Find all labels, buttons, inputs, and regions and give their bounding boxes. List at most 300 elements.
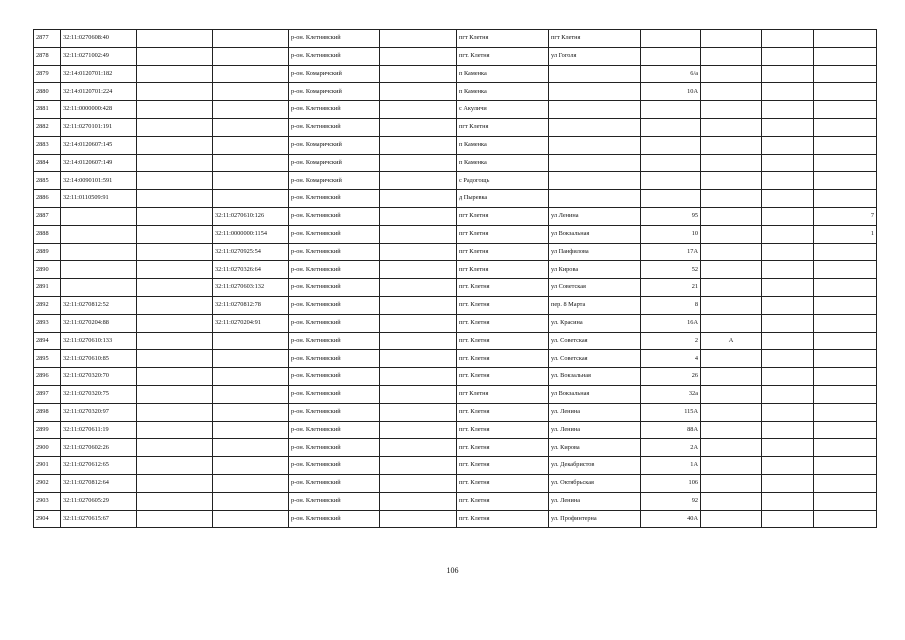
building-letter-cell <box>701 83 762 101</box>
cadastral-number-cell: 32:14:0090101:591 <box>61 172 137 190</box>
row-number-cell: 2889 <box>34 243 61 261</box>
empty-cell <box>762 136 814 154</box>
cadastral-number-cell: 32:11:0270320:75 <box>61 385 137 403</box>
empty-cell <box>380 243 457 261</box>
cadastral-number-cell: 32:11:0270320:70 <box>61 368 137 386</box>
table-row <box>34 47 877 65</box>
settlement-cell: пгт Клетня <box>457 243 549 261</box>
settlement-cell: пгт Клетня <box>457 118 549 136</box>
table-row <box>34 243 877 261</box>
empty-cell <box>380 261 457 279</box>
empty-cell <box>380 314 457 332</box>
related-cadastral-number-cell <box>213 350 289 368</box>
empty-cell <box>762 492 814 510</box>
extra-number-cell <box>137 314 213 332</box>
house-number-cell: 95 <box>641 207 701 225</box>
street-cell <box>549 172 641 190</box>
cadastral-number-cell: 32:11:0270610:133 <box>61 332 137 350</box>
table-row <box>34 368 877 386</box>
row-number-cell: 2888 <box>34 225 61 243</box>
settlement-cell: пгт. Клетня <box>457 457 549 475</box>
house-number-cell: 92 <box>641 492 701 510</box>
settlement-cell: пгт. Клетня <box>457 296 549 314</box>
empty-cell <box>380 421 457 439</box>
registry-table-body <box>34 30 877 528</box>
table-row <box>34 314 877 332</box>
settlement-cell: п Каменка <box>457 83 549 101</box>
table-row <box>34 83 877 101</box>
table-row <box>34 439 877 457</box>
related-cadastral-number-cell <box>213 403 289 421</box>
empty-cell <box>762 421 814 439</box>
extra-number-cell <box>137 225 213 243</box>
empty-cell <box>380 492 457 510</box>
district-cell: р-он. Клетнявский <box>289 101 380 119</box>
empty-cell <box>380 350 457 368</box>
building-letter-cell <box>701 510 762 528</box>
building-letter-cell <box>701 296 762 314</box>
extra-number-cell <box>137 207 213 225</box>
district-cell: р-он. Клетнявский <box>289 385 380 403</box>
building-letter-cell <box>701 279 762 297</box>
related-cadastral-number-cell: 32:11:0270603:132 <box>213 279 289 297</box>
street-cell: ул. Красина <box>549 314 641 332</box>
settlement-cell: пгт. Клетня <box>457 492 549 510</box>
extra-number-cell <box>137 118 213 136</box>
empty-cell <box>762 510 814 528</box>
row-number-cell: 2878 <box>34 47 61 65</box>
apartment-cell <box>814 474 877 492</box>
cadastral-number-cell: 32:11:0270320:97 <box>61 403 137 421</box>
extra-number-cell <box>137 296 213 314</box>
apartment-cell <box>814 83 877 101</box>
settlement-cell: пгт Клетня <box>457 225 549 243</box>
row-number-cell: 2901 <box>34 457 61 475</box>
house-number-cell: 17А <box>641 243 701 261</box>
extra-number-cell <box>137 403 213 421</box>
table-row <box>34 118 877 136</box>
empty-cell <box>762 385 814 403</box>
street-cell: ул Панфилова <box>549 243 641 261</box>
table-row <box>34 172 877 190</box>
district-cell: р-он. Клетнявский <box>289 279 380 297</box>
cadastral-number-cell: 32:11:0110509:91 <box>61 190 137 208</box>
apartment-cell <box>814 101 877 119</box>
street-cell <box>549 65 641 83</box>
building-letter-cell <box>701 65 762 83</box>
extra-number-cell <box>137 510 213 528</box>
district-cell: р-он. Клетнявский <box>289 332 380 350</box>
apartment-cell <box>814 457 877 475</box>
building-letter-cell <box>701 350 762 368</box>
street-cell <box>549 83 641 101</box>
street-cell: пер. 8 Марта <box>549 296 641 314</box>
building-letter-cell <box>701 439 762 457</box>
house-number-cell: 16А <box>641 314 701 332</box>
related-cadastral-number-cell <box>213 421 289 439</box>
cadastral-number-cell: 32:14:0120701:182 <box>61 65 137 83</box>
table-row <box>34 385 877 403</box>
related-cadastral-number-cell <box>213 154 289 172</box>
house-number-cell: 21 <box>641 279 701 297</box>
street-cell: ул Кирова <box>549 261 641 279</box>
district-cell: р-он. Клетнявский <box>289 510 380 528</box>
street-cell <box>549 136 641 154</box>
empty-cell <box>380 510 457 528</box>
street-cell: ул. Ленина <box>549 403 641 421</box>
table-row <box>34 350 877 368</box>
empty-cell <box>762 296 814 314</box>
row-number-cell: 2900 <box>34 439 61 457</box>
row-number-cell: 2890 <box>34 261 61 279</box>
empty-cell <box>380 332 457 350</box>
table-row <box>34 421 877 439</box>
house-number-cell <box>641 136 701 154</box>
row-number-cell: 2886 <box>34 190 61 208</box>
table-row <box>34 261 877 279</box>
street-cell <box>549 190 641 208</box>
district-cell: р-он. Клетнявский <box>289 47 380 65</box>
empty-cell <box>762 457 814 475</box>
cadastral-number-cell: 32:11:0270605:29 <box>61 492 137 510</box>
settlement-cell: пгт. Клетня <box>457 350 549 368</box>
street-cell: ул Гоголя <box>549 47 641 65</box>
empty-cell <box>380 385 457 403</box>
apartment-cell <box>814 296 877 314</box>
related-cadastral-number-cell <box>213 118 289 136</box>
extra-number-cell <box>137 492 213 510</box>
empty-cell <box>762 261 814 279</box>
empty-cell <box>380 457 457 475</box>
related-cadastral-number-cell <box>213 83 289 101</box>
empty-cell <box>380 172 457 190</box>
settlement-cell: пгт Клетня <box>457 385 549 403</box>
settlement-cell: пгт. Клетня <box>457 510 549 528</box>
extra-number-cell <box>137 457 213 475</box>
cadastral-number-cell <box>61 261 137 279</box>
street-cell: ул. Кирова <box>549 439 641 457</box>
related-cadastral-number-cell <box>213 47 289 65</box>
extra-number-cell <box>137 172 213 190</box>
apartment-cell <box>814 261 877 279</box>
empty-cell <box>380 207 457 225</box>
settlement-cell: пгт Клетня <box>457 261 549 279</box>
settlement-cell: п Каменка <box>457 154 549 172</box>
building-letter-cell <box>701 243 762 261</box>
street-cell: ул. Профинтерна <box>549 510 641 528</box>
related-cadastral-number-cell: 32:11:0270326:64 <box>213 261 289 279</box>
district-cell: р-он. Клетнявский <box>289 421 380 439</box>
district-cell: р-он. Комаричский <box>289 83 380 101</box>
building-letter-cell <box>701 47 762 65</box>
street-cell: ул. Октябрьская <box>549 474 641 492</box>
street-cell: ул. Советская <box>549 350 641 368</box>
settlement-cell: с Радогощь <box>457 172 549 190</box>
related-cadastral-number-cell <box>213 172 289 190</box>
extra-number-cell <box>137 101 213 119</box>
table-row <box>34 457 877 475</box>
district-cell: р-он. Комаричский <box>289 136 380 154</box>
table-row <box>34 101 877 119</box>
apartment-cell <box>814 279 877 297</box>
street-cell <box>549 101 641 119</box>
row-number-cell: 2882 <box>34 118 61 136</box>
apartment-cell <box>814 368 877 386</box>
empty-cell <box>762 172 814 190</box>
empty-cell <box>380 118 457 136</box>
apartment-cell <box>814 172 877 190</box>
settlement-cell: пгт. Клетня <box>457 421 549 439</box>
house-number-cell <box>641 30 701 48</box>
street-cell: ул Советская <box>549 279 641 297</box>
cadastral-number-cell: 32:11:0270812:52 <box>61 296 137 314</box>
row-number-cell: 2895 <box>34 350 61 368</box>
district-cell: р-он. Клетнявский <box>289 296 380 314</box>
related-cadastral-number-cell <box>213 190 289 208</box>
empty-cell <box>380 190 457 208</box>
extra-number-cell <box>137 243 213 261</box>
empty-cell <box>380 403 457 421</box>
street-cell: ул. Ленина <box>549 421 641 439</box>
row-number-cell: 2903 <box>34 492 61 510</box>
street-cell <box>549 118 641 136</box>
building-letter-cell <box>701 385 762 403</box>
apartment-cell <box>814 65 877 83</box>
table-row <box>34 332 877 350</box>
street-cell: ул Вокзальная <box>549 225 641 243</box>
street-cell: пгт Клетня <box>549 30 641 48</box>
empty-cell <box>380 47 457 65</box>
district-cell: р-он. Клетнявский <box>289 243 380 261</box>
row-number-cell: 2891 <box>34 279 61 297</box>
row-number-cell: 2892 <box>34 296 61 314</box>
district-cell: р-он. Клетнявский <box>289 261 380 279</box>
empty-cell <box>380 30 457 48</box>
apartment-cell <box>814 30 877 48</box>
row-number-cell: 2893 <box>34 314 61 332</box>
building-letter-cell <box>701 207 762 225</box>
empty-cell <box>762 314 814 332</box>
table-row <box>34 190 877 208</box>
cadastral-number-cell: 32:11:0271002:49 <box>61 47 137 65</box>
house-number-cell: 106 <box>641 474 701 492</box>
related-cadastral-number-cell <box>213 457 289 475</box>
empty-cell <box>762 83 814 101</box>
row-number-cell: 2902 <box>34 474 61 492</box>
settlement-cell: п Каменка <box>457 65 549 83</box>
related-cadastral-number-cell <box>213 136 289 154</box>
row-number-cell: 2885 <box>34 172 61 190</box>
cadastral-number-cell: 32:11:0270812:64 <box>61 474 137 492</box>
cadastral-number-cell: 32:11:0270204:88 <box>61 314 137 332</box>
house-number-cell <box>641 101 701 119</box>
house-number-cell <box>641 47 701 65</box>
row-number-cell: 2899 <box>34 421 61 439</box>
apartment-cell: 7 <box>814 207 877 225</box>
building-letter-cell <box>701 172 762 190</box>
empty-cell <box>380 225 457 243</box>
building-letter-cell <box>701 154 762 172</box>
apartment-cell <box>814 492 877 510</box>
extra-number-cell <box>137 30 213 48</box>
apartment-cell <box>814 421 877 439</box>
apartment-cell <box>814 350 877 368</box>
apartment-cell <box>814 510 877 528</box>
related-cadastral-number-cell <box>213 101 289 119</box>
settlement-cell: пгт. Клетня <box>457 332 549 350</box>
cadastral-number-cell <box>61 279 137 297</box>
building-letter-cell <box>701 403 762 421</box>
apartment-cell <box>814 439 877 457</box>
extra-number-cell <box>137 136 213 154</box>
settlement-cell: пгт. Клетня <box>457 314 549 332</box>
empty-cell <box>762 207 814 225</box>
settlement-cell: пгт Клетня <box>457 30 549 48</box>
settlement-cell: пгт. Клетня <box>457 368 549 386</box>
related-cadastral-number-cell <box>213 474 289 492</box>
empty-cell <box>380 296 457 314</box>
settlement-cell: п Каменка <box>457 136 549 154</box>
row-number-cell: 2887 <box>34 207 61 225</box>
apartment-cell <box>814 243 877 261</box>
building-letter-cell: А <box>701 332 762 350</box>
extra-number-cell <box>137 368 213 386</box>
row-number-cell: 2896 <box>34 368 61 386</box>
street-cell: ул. Советская <box>549 332 641 350</box>
empty-cell <box>380 279 457 297</box>
empty-cell <box>380 154 457 172</box>
district-cell: р-он. Клетнявский <box>289 314 380 332</box>
house-number-cell: 115А <box>641 403 701 421</box>
row-number-cell: 2877 <box>34 30 61 48</box>
empty-cell <box>762 225 814 243</box>
empty-cell <box>762 403 814 421</box>
table-row <box>34 136 877 154</box>
empty-cell <box>762 243 814 261</box>
table-row <box>34 492 877 510</box>
building-letter-cell <box>701 492 762 510</box>
table-row <box>34 474 877 492</box>
cadastral-number-cell <box>61 207 137 225</box>
empty-cell <box>762 439 814 457</box>
empty-cell <box>380 439 457 457</box>
table-row <box>34 225 877 243</box>
house-number-cell: 2А <box>641 439 701 457</box>
settlement-cell: пгт. Клетня <box>457 474 549 492</box>
row-number-cell: 2883 <box>34 136 61 154</box>
apartment-cell <box>814 118 877 136</box>
house-number-cell: 10А <box>641 83 701 101</box>
related-cadastral-number-cell <box>213 510 289 528</box>
table-row <box>34 510 877 528</box>
building-letter-cell <box>701 118 762 136</box>
extra-number-cell <box>137 65 213 83</box>
settlement-cell: пгт. Клетня <box>457 403 549 421</box>
settlement-cell: пгт. Клетня <box>457 279 549 297</box>
table-row <box>34 403 877 421</box>
building-letter-cell <box>701 225 762 243</box>
extra-number-cell <box>137 261 213 279</box>
cadastral-number-cell <box>61 225 137 243</box>
row-number-cell: 2898 <box>34 403 61 421</box>
extra-number-cell <box>137 421 213 439</box>
cadastral-number-cell: 32:11:0270612:65 <box>61 457 137 475</box>
cadastral-number-cell: 32:14:0120607:145 <box>61 136 137 154</box>
table-row <box>34 279 877 297</box>
empty-cell <box>380 101 457 119</box>
house-number-cell <box>641 154 701 172</box>
apartment-cell <box>814 136 877 154</box>
house-number-cell: 6/а <box>641 65 701 83</box>
cadastral-number-cell: 32:11:0000000:428 <box>61 101 137 119</box>
district-cell: р-он. Клетнявский <box>289 190 380 208</box>
district-cell: р-он. Клетнявский <box>289 492 380 510</box>
building-letter-cell <box>701 314 762 332</box>
related-cadastral-number-cell: 32:11:0000000:1154 <box>213 225 289 243</box>
building-letter-cell <box>701 421 762 439</box>
related-cadastral-number-cell: 32:11:0270925:54 <box>213 243 289 261</box>
row-number-cell: 2894 <box>34 332 61 350</box>
street-cell <box>549 154 641 172</box>
house-number-cell: 10 <box>641 225 701 243</box>
empty-cell <box>380 83 457 101</box>
street-cell: ул Вокзальная <box>549 385 641 403</box>
page-number: 106 <box>446 566 459 575</box>
empty-cell <box>762 368 814 386</box>
related-cadastral-number-cell: 32:11:0270204:91 <box>213 314 289 332</box>
district-cell: р-он. Клетнявский <box>289 368 380 386</box>
building-letter-cell <box>701 101 762 119</box>
related-cadastral-number-cell <box>213 439 289 457</box>
apartment-cell <box>814 154 877 172</box>
apartment-cell <box>814 332 877 350</box>
house-number-cell: 52 <box>641 261 701 279</box>
house-number-cell: 8 <box>641 296 701 314</box>
building-letter-cell <box>701 474 762 492</box>
building-letter-cell <box>701 190 762 208</box>
row-number-cell: 2897 <box>34 385 61 403</box>
empty-cell <box>762 101 814 119</box>
district-cell: р-он. Клетнявский <box>289 439 380 457</box>
empty-cell <box>762 279 814 297</box>
table-row <box>34 207 877 225</box>
row-number-cell: 2904 <box>34 510 61 528</box>
empty-cell <box>380 368 457 386</box>
empty-cell <box>762 350 814 368</box>
empty-cell <box>762 65 814 83</box>
district-cell: р-он. Комаричский <box>289 172 380 190</box>
related-cadastral-number-cell: 32:11:0270812:78 <box>213 296 289 314</box>
empty-cell <box>762 474 814 492</box>
table-row <box>34 30 877 48</box>
house-number-cell: 1А <box>641 457 701 475</box>
table-row <box>34 296 877 314</box>
building-letter-cell <box>701 30 762 48</box>
cadastral-number-cell: 32:11:0270608:40 <box>61 30 137 48</box>
extra-number-cell <box>137 350 213 368</box>
district-cell: р-он. Клетнявский <box>289 403 380 421</box>
house-number-cell: 26 <box>641 368 701 386</box>
street-cell: ул. Декабристов <box>549 457 641 475</box>
settlement-cell: д Пыревка <box>457 190 549 208</box>
extra-number-cell <box>137 439 213 457</box>
district-cell: р-он. Комаричский <box>289 65 380 83</box>
empty-cell <box>762 30 814 48</box>
related-cadastral-number-cell <box>213 368 289 386</box>
extra-number-cell <box>137 385 213 403</box>
apartment-cell <box>814 385 877 403</box>
related-cadastral-number-cell <box>213 492 289 510</box>
